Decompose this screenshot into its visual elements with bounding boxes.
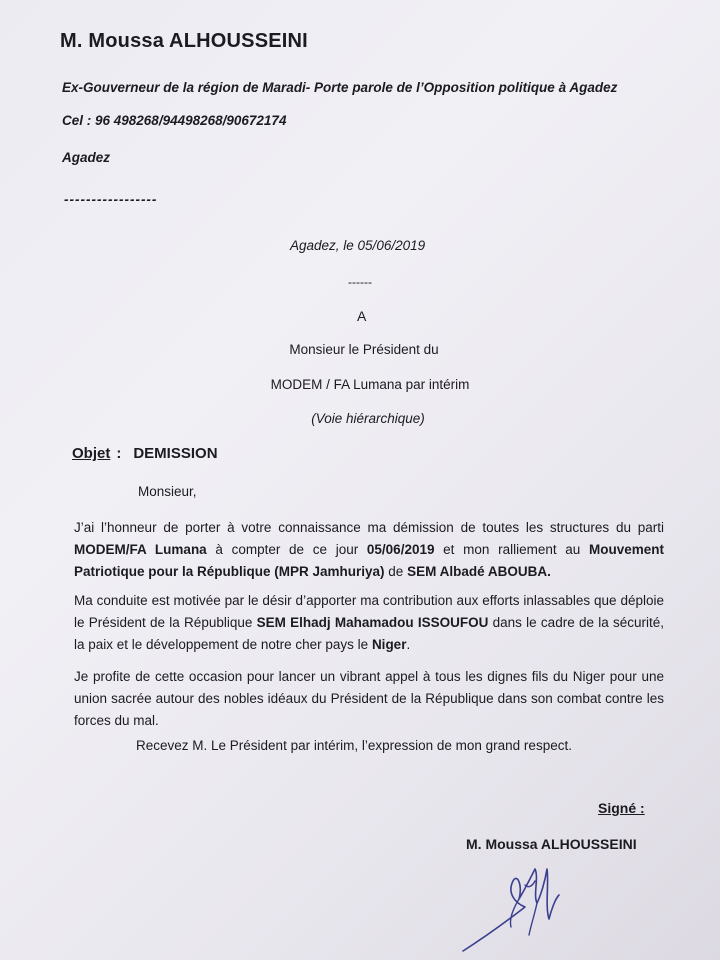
p1-text-3: et mon ralliement au — [434, 542, 589, 557]
header-separator: ----------------- — [64, 192, 158, 207]
sender-phone: Cel : 96 498268/94498268/90672174 — [62, 113, 287, 128]
date-separator: ------ — [348, 275, 372, 289]
p1-date: 05/06/2019 — [366, 542, 435, 557]
salutation: Monsieur, — [138, 484, 197, 499]
paragraph-2 — [74, 590, 664, 656]
sender-name: M. Moussa ALHOUSSEINI — [60, 30, 308, 52]
p1-text-2: à compter de ce jour — [206, 542, 367, 557]
signer-name: M. Moussa ALHOUSSEINI — [466, 836, 637, 852]
p1-party: MODEM/FA Lumana — [74, 542, 207, 557]
p1-text-4: de — [384, 564, 408, 579]
letter-date: Agadez, le 05/06/2019 — [290, 238, 426, 253]
closing-line: Recevez M. Le Président par intérim, l’expression de mon grand respect. — [136, 738, 572, 753]
p1-text: J’ai l’honneur de porter à votre connaissance ma démission de toutes les structures du parti — [74, 520, 664, 535]
recipient-via: (Voie hiérarchique) — [311, 411, 425, 426]
subject-line — [72, 445, 218, 462]
paragraph-3: Je profite de cette occasion pour lancer un vibrant appel à tous les dignes fils du Niger pour une union sacrée autour des nobles idéaux du Président de la République dans son combat contre les forces du mal. — [74, 669, 664, 728]
p1-new-party: Mouvement Patriotique pour la République (MPR Jamhuriya) — [74, 542, 664, 579]
handwritten-signature — [455, 855, 585, 955]
subject-value: DEMISSION — [133, 445, 218, 462]
signed-label: Signé : — [598, 800, 645, 816]
sender-city: Agadez — [62, 150, 111, 165]
p2-country: Niger — [371, 637, 407, 652]
recipient-prefix: A — [357, 308, 367, 324]
p1-leader: SEM Albadé ABOUBA. — [407, 564, 551, 579]
p2-text-2: dans le cadre de la sécurité, la paix et le développement de notre cher pays le — [74, 615, 664, 652]
subject-label: Objet — [72, 445, 111, 462]
recipient-line-2: MODEM / FA Lumana par intérim — [270, 377, 470, 392]
p2-president: SEM Elhadj Mahamadou ISSOUFOU — [256, 615, 489, 630]
p2-period: . — [406, 637, 411, 652]
recipient-line-1: Monsieur le Président du — [289, 342, 439, 357]
sender-title: Ex-Gouverneur de la région de Maradi- Porte parole de l’Opposition politique à Agadez — [62, 80, 618, 95]
paragraph-1 — [74, 517, 664, 583]
subject-colon: : — [116, 445, 122, 462]
p2-text: Ma conduite est motivée par le désir d’apporter ma contribution aux efforts inlassables que déploie le Président de la République — [74, 593, 664, 630]
